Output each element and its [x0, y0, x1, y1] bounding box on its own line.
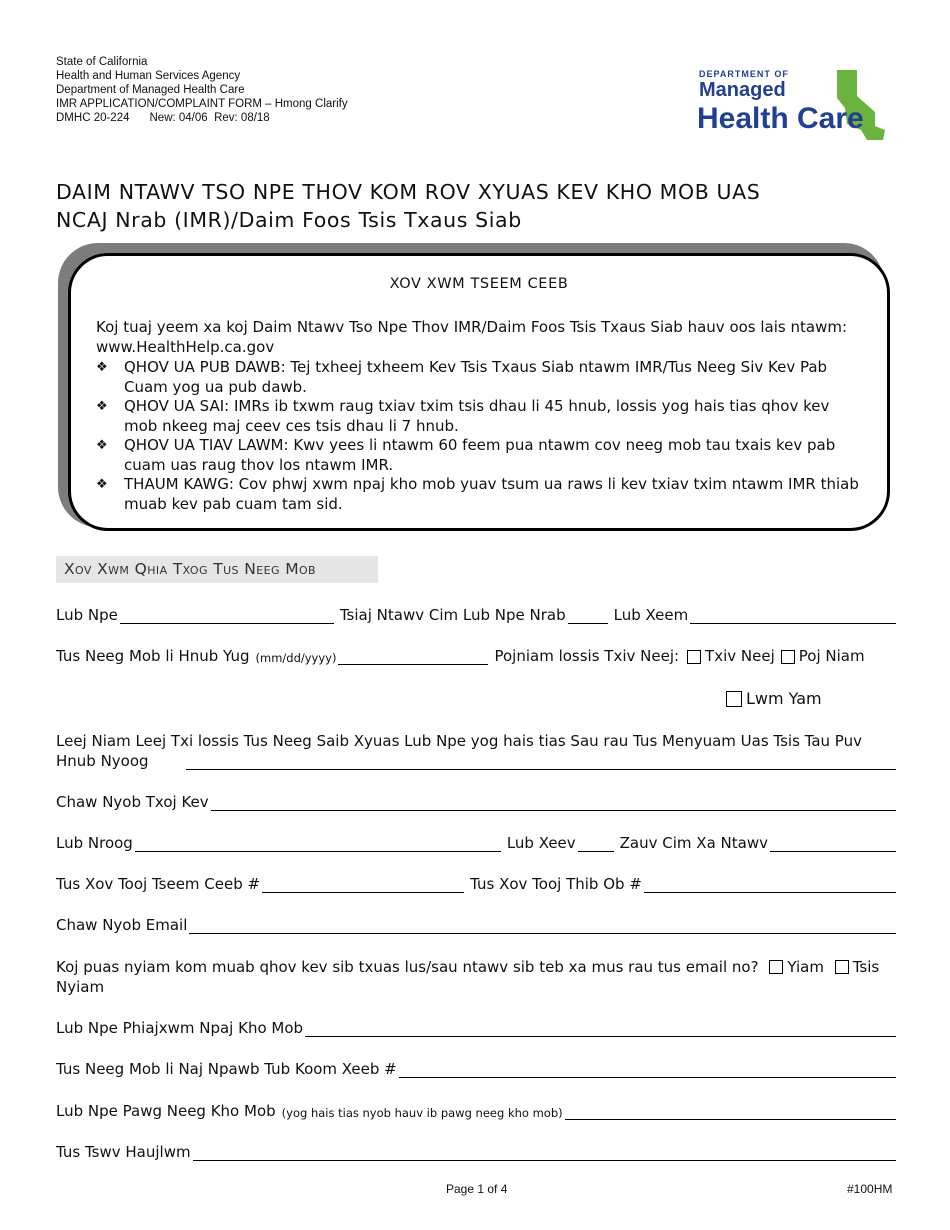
- diamond-bullet-icon: ❖: [96, 399, 108, 414]
- diamond-bullet-icon: ❖: [96, 360, 108, 375]
- form-rev-date: Rev: 08/18: [214, 112, 270, 124]
- email-field[interactable]: [189, 917, 896, 934]
- dob-gender-row: [56, 647, 896, 665]
- guardian-label: Leej Niam Leej Txi lossis Tus Neeg Saib Xyuas Lub Npe yog hais tias Sau rau Tus Menyuam Uas Tsis Tau Puv Hnub Nyoog: [56, 732, 862, 770]
- primary-phone-label: Tus Xov Tooj Tseem Ceeb #: [56, 875, 261, 893]
- other-gender-label: Lwm Yam: [746, 689, 822, 708]
- state-label: Lub Xeev: [506, 834, 576, 852]
- plan-id-row: [56, 1060, 896, 1078]
- employer-field[interactable]: [193, 1144, 896, 1161]
- street-address-label: Chaw Nyob Txoj Kev: [56, 793, 209, 811]
- plan-id-field[interactable]: [399, 1061, 896, 1078]
- diamond-bullet-icon: ❖: [96, 477, 108, 492]
- plan-name-row: [56, 1019, 896, 1037]
- employer-row: [56, 1143, 896, 1161]
- notice-item-text: THAUM KAWG: Cov phwj xwm npaj kho mob yuav tsum ua raws li kev txiav txim ntawm IMR thiab muab kev pab cuam tam sid.: [124, 475, 859, 513]
- address-row: [56, 793, 896, 811]
- primary-phone-field[interactable]: [262, 876, 464, 893]
- agency-header: [56, 55, 348, 125]
- email-consent-yes-label: Yiam: [787, 958, 824, 976]
- first-name-label: Lub Xeem: [613, 606, 689, 624]
- notice-item-text: QHOV UA PUB DAWB: Tej txheej txheem Kev Tsis Txaus Siab ntawm IMR/Tus Neeg Siv Kev Pab Cuam yog ua pub dawb.: [124, 358, 828, 396]
- logo-text-department: DEPARTMENT OF: [699, 69, 789, 79]
- notice-item-text: QHOV UA SAI: IMRs ib txwm raug txiav txim tsis dhau li 45 hnub, lossis yog hais tias qhov kev mob nkeeg maj ceev ces tsis dhau li 7 hnub.: [124, 397, 830, 435]
- page-number: Page 1 of 4: [446, 1182, 508, 1196]
- form-title-line-1: DAIM NTAWV TSO NPE THOV KOM ROV XYUAS KEV KHO MOB UAS: [56, 180, 761, 204]
- female-label: Poj Niam: [798, 647, 865, 665]
- street-address-field[interactable]: [211, 794, 896, 811]
- guardian-row: [186, 751, 896, 770]
- email-consent-yes-checkbox[interactable]: [769, 960, 783, 974]
- notice-item: [96, 475, 866, 514]
- header-line-form-title: IMR APPLICATION/COMPLAINT FORM – Hmong Clarify: [56, 98, 348, 110]
- zip-field[interactable]: [770, 835, 896, 852]
- email-consent-question: Koj puas nyiam kom muab qhov kev sib txuas lus/sau ntawv sib teb xa mus rau tus email no?: [56, 958, 759, 976]
- last-name-field[interactable]: [120, 607, 334, 624]
- form-code: #100HM: [847, 1182, 893, 1196]
- header-line-state: State of California: [56, 56, 148, 68]
- phone-row: [56, 875, 896, 893]
- state-field[interactable]: [578, 835, 614, 852]
- logo-text-managed: Managed: [699, 79, 786, 101]
- last-name-label: Lub Npe: [56, 606, 118, 624]
- dob-field[interactable]: [338, 648, 488, 665]
- first-name-field[interactable]: [690, 607, 896, 624]
- zip-label: Zauv Cim Xa Ntawv: [619, 834, 768, 852]
- notice-item: [96, 358, 866, 397]
- plan-name-label: Lub Npe Phiajxwm Npaj Kho Mob: [56, 1019, 304, 1037]
- city-field[interactable]: [135, 835, 501, 852]
- form-number: DMHC 20-224: [56, 112, 130, 124]
- employer-label: Tus Tswv Haujlwm: [56, 1143, 191, 1161]
- male-checkbox[interactable]: [687, 650, 701, 664]
- city-state-zip-row: [56, 834, 896, 852]
- header-line-agency: Health and Human Services Agency: [56, 70, 241, 82]
- diamond-bullet-icon: ❖: [96, 438, 108, 453]
- email-consent-block: [56, 958, 896, 997]
- dob-label: Tus Neeg Mob li Hnub Yug: [56, 647, 250, 665]
- alt-phone-field[interactable]: [644, 876, 896, 893]
- section-patient-info-title: [56, 556, 378, 583]
- gender-label: Pojniam lossis Txiv Neej:: [494, 647, 680, 665]
- notice-intro: Koj tuaj yeem xa koj Daim Ntawv Tso Npe Thov IMR/Daim Foos Tsis Txaus Siab hauv oos lais ntawm: www.HealthHelp.ca.gov: [96, 318, 848, 356]
- medical-group-label: Lub Npe Pawg Neeg Kho Mob: [56, 1102, 276, 1120]
- dob-format-hint: (mm/dd/yyyy): [255, 651, 337, 665]
- notice-heading: XOV XWM TSEEM CEEB: [389, 276, 569, 292]
- other-gender-row: [720, 689, 920, 708]
- alt-phone-label: Tus Xov Tooj Thib Ob #: [470, 875, 642, 893]
- plan-name-field[interactable]: [305, 1020, 896, 1037]
- city-label: Lub Nroog: [56, 834, 133, 852]
- name-row: [56, 606, 896, 624]
- section-title-text: Xov Xwm Qhia Txog Tus Neeg Mob: [64, 560, 316, 578]
- male-label: Txiv Neej: [705, 647, 775, 665]
- notice-item: [96, 436, 866, 475]
- medical-group-note: (yog hais tias nyob hauv ib pawg neeg kho mob): [281, 1106, 563, 1120]
- logo-text-health-care: Health Care: [697, 102, 864, 135]
- email-consent-no-checkbox[interactable]: [835, 960, 849, 974]
- other-gender-checkbox[interactable]: [726, 691, 742, 707]
- notice-box: [68, 253, 890, 531]
- form-title-line-2: NCAJ Nrab (IMR)/Daim Foos Tsis Txaus Siab: [56, 208, 522, 232]
- header-line-form-number: [56, 111, 348, 125]
- plan-id-label: Tus Neeg Mob li Naj Npawb Tub Koom Xeeb #: [56, 1060, 397, 1078]
- email-row: [56, 916, 896, 934]
- medical-group-row: [56, 1102, 896, 1120]
- notice-item: [96, 397, 866, 436]
- header-line-department: Department of Managed Health Care: [56, 84, 245, 96]
- email-label: Chaw Nyob Email: [56, 916, 188, 934]
- guardian-field[interactable]: [186, 751, 896, 770]
- email-consent-no-label: Tsis Nyiam: [56, 958, 880, 996]
- middle-initial-label: Tsiaj Ntawv Cim Lub Npe Nrab: [339, 606, 566, 624]
- middle-initial-field[interactable]: [568, 607, 608, 624]
- dmhc-logo: [697, 68, 897, 142]
- form-title: [56, 178, 896, 234]
- form-new-date: New: 04/06: [149, 112, 208, 124]
- medical-group-field[interactable]: [565, 1103, 896, 1120]
- notice-item-text: QHOV UA TIAV LAWM: Kwv yees li ntawm 60 feem pua ntawm cov neeg mob tau txais kev pab cuam uas raug thov los ntawm IMR.: [124, 436, 836, 474]
- notice-list: [96, 358, 866, 514]
- female-checkbox[interactable]: [781, 650, 795, 664]
